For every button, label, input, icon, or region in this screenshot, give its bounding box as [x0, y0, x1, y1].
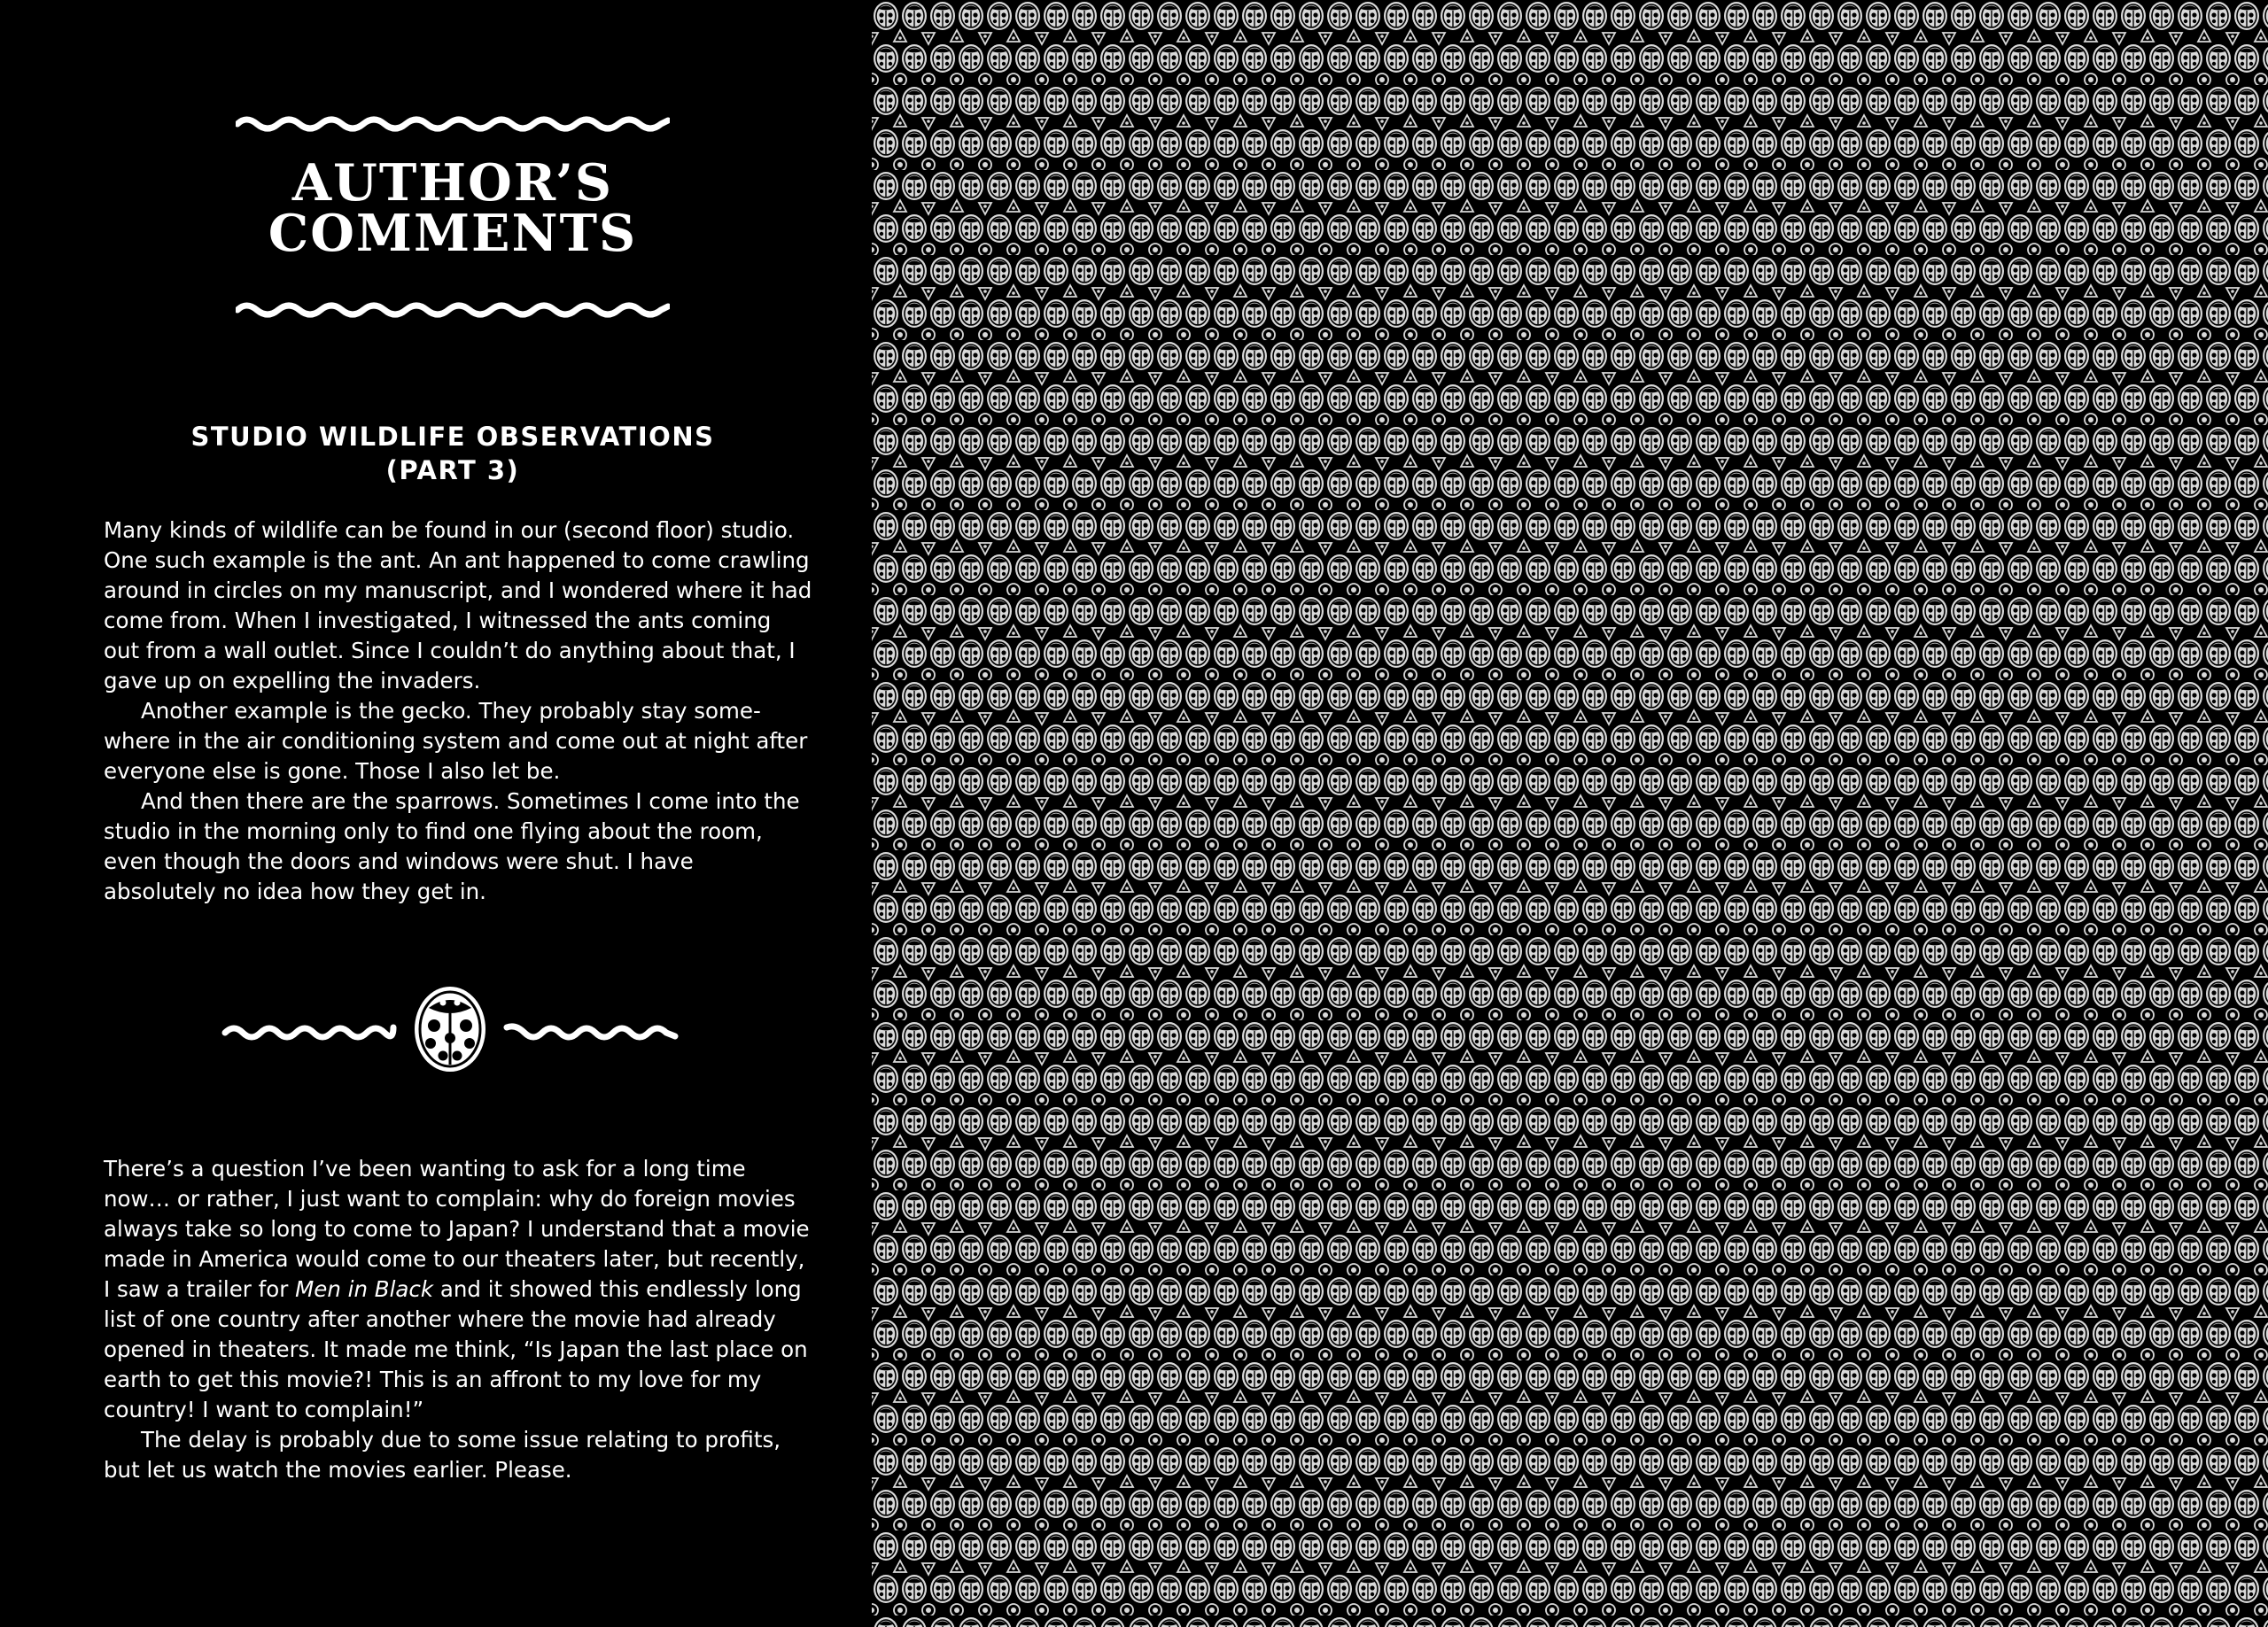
- section-divider: [221, 983, 679, 1075]
- paragraph: And then there are the sparrows. Sometimes I come into the studio in the morning only to find one flying about the room, even though the doors and windows were shut. I have absolutely no idea how they get in.: [104, 788, 800, 904]
- movies-text-block: [104, 1154, 812, 1485]
- ladybug-icon: [415, 987, 485, 1072]
- page-title: [0, 153, 905, 263]
- section-heading-line-1: STUDIO WILDLIFE OBSERVATIONS: [190, 422, 715, 452]
- section-heading: [0, 420, 905, 487]
- movie-title: Men in Black: [295, 1276, 434, 1302]
- zigzag-ornament-top: [236, 113, 670, 135]
- title-line-1: AUTHOR’S: [291, 153, 614, 213]
- paragraph: Another example is the gecko. They probably stay some-where in the air conditioning system and come out at night after everyone else is gone. Those I also let be.: [104, 698, 808, 784]
- section-heading-line-2: (PART 3): [385, 455, 520, 485]
- decorative-pattern-page: [872, 0, 2268, 1627]
- title-line-2: COMMENTS: [268, 204, 638, 263]
- ladybug-pattern: [872, 0, 2268, 1627]
- paragraph: [104, 1154, 812, 1425]
- zigzag-ornament-bottom: [236, 299, 670, 321]
- paragraph-text-before-title: There’s a question I’ve been wanting to ask for a long time now… or rather, I just want to complain: why do foreign movies always take so long to come to Japan? I understand that a movie made in America would come to our theaters later, but recently, I saw a trailer for: [104, 1156, 810, 1302]
- wildlife-text-block: [104, 515, 812, 907]
- text-page: [0, 0, 872, 1627]
- paragraph-text-after-title: and it showed this endlessly long list of one country after another where the movie had already opened in theaters. It made me think, “Is Japan the last place on earth to get this movie?! This is an affront to my love for my country! I want to complain!”: [104, 1276, 808, 1422]
- paragraph: The delay is probably due to some issue relating to profits, but let us watch the movies earlier. Please.: [104, 1427, 781, 1483]
- paragraph: Many kinds of wildlife can be found in our (second floor) studio. One such example is the ant. An ant happened to come crawling around in circles on my manuscript, and I wondered where it had come from. When I investigated, I witnessed the ants coming out from a wall outlet. Since I couldn’t do anything about that, I gave up on expelling the invaders.: [104, 517, 812, 693]
